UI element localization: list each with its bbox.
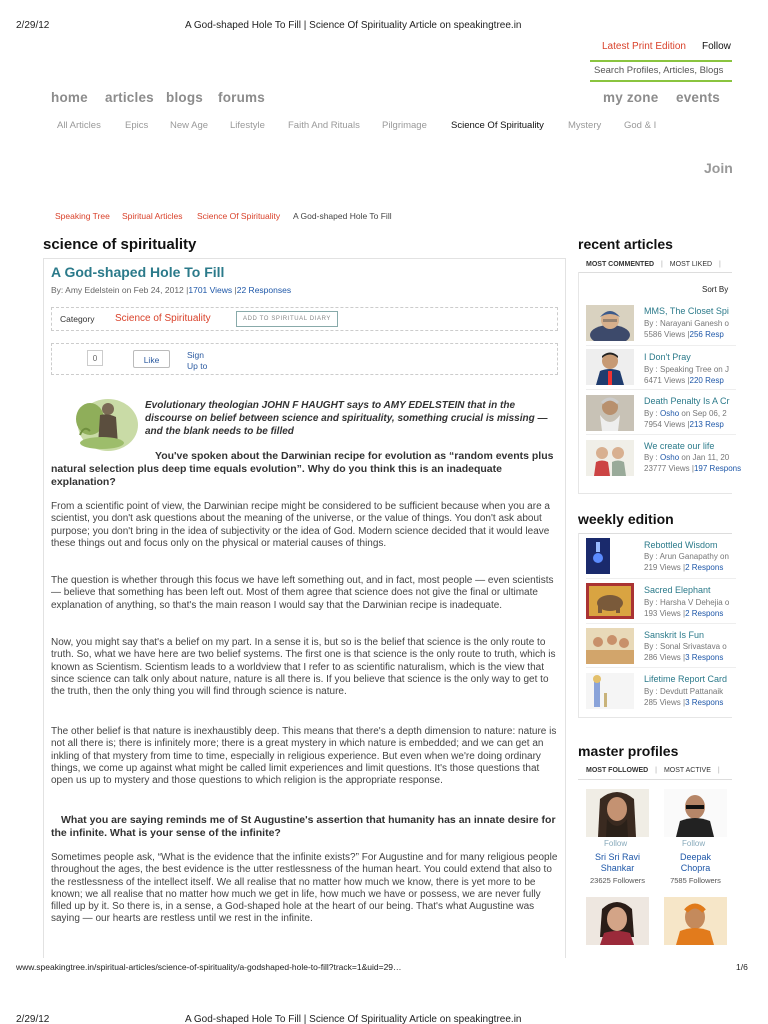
views-count: 285 Views | bbox=[644, 698, 686, 707]
divider bbox=[586, 667, 736, 668]
responses-link[interactable]: 256 Resp bbox=[689, 330, 724, 339]
recent-article-title[interactable]: MMS, The Closet Spi bbox=[644, 306, 729, 316]
join-button[interactable]: Join bbox=[704, 160, 733, 176]
breadcrumb-item[interactable]: Science Of Spirituality bbox=[197, 211, 281, 221]
article-meta bbox=[51, 285, 291, 295]
by-prefix: By : bbox=[644, 409, 661, 418]
print-date: 2/29/12 bbox=[16, 1014, 50, 1024]
followers-count: 7585 Followers bbox=[670, 876, 721, 885]
paragraph-4: The other belief is that nature is inexhaustibly deep. This means that there's a depth dimension to nature: nature is not all there is; there is infinitely more; there is a great mystery in which nature is embedded; and we can get an inkling of that mystery from time to time, especially in religious experience. But even when we're doing ordinary things, we come up against what might be called limit experiences and limit questions. It's those questions that open us up to mystery and those questions to which religion is the appropriate response. bbox=[51, 726, 557, 787]
profile-name-line: Chopra bbox=[680, 863, 711, 873]
subnav-pilgrimage[interactable]: Pilgrimage bbox=[382, 120, 427, 131]
paragraph-1: From a scientific point of view, the Darwinian recipe might be considered to be sufficient because when you are a scientist, you don't ask questions about the meaning of the universe, or the value of things. You don't ask about purpose; you don't bring in the idea of subjectivity or the idea of God. Modern science decided that it would leave these things out and focus only on the physical or material causes of things. bbox=[51, 501, 550, 549]
breadcrumb-current: A God-shaped Hole To Fill bbox=[293, 211, 392, 221]
paragraph-2: The question is whether through this focus we have left something out, and in fact, most people — even scientists — believe that something has been left out. Most of them agree that science does not give the final or ultimate explanation of anything, so that's the main reason I would say that the Darwinian recipe is inadequate. bbox=[51, 575, 554, 611]
footer-url: www.speakingtree.in/spiritual-articles/science-of-spirituality/a-godshaped-hole-to-fill?track=1&uid=29… bbox=[16, 962, 402, 972]
recent-article-stats bbox=[644, 463, 741, 474]
weekly-article-title[interactable]: Sacred Elephant bbox=[644, 585, 711, 595]
nav-forums[interactable]: forums bbox=[218, 90, 265, 105]
profile-name[interactable] bbox=[586, 852, 649, 874]
social-box bbox=[51, 343, 558, 375]
views-count: 193 Views | bbox=[644, 609, 686, 618]
responses-link[interactable]: 3 Respons bbox=[685, 698, 724, 707]
recent-article-title[interactable]: I Don't Pray bbox=[644, 352, 691, 362]
views-count: 6471 Views | bbox=[644, 376, 690, 385]
article-thumbnail[interactable] bbox=[586, 395, 634, 431]
profile-name-line: Sri Sri Ravi bbox=[594, 852, 640, 862]
profile-photo[interactable] bbox=[586, 789, 649, 837]
responses-link[interactable]: 2 Respons bbox=[685, 609, 724, 618]
views-count: 5586 Views | bbox=[644, 330, 690, 339]
recent-article-stats bbox=[644, 329, 724, 340]
recent-article-title[interactable]: Death Penalty Is A Cr bbox=[644, 396, 730, 406]
sort-by-label[interactable]: Sort By bbox=[702, 285, 729, 294]
views-count: 23777 Views | bbox=[644, 464, 694, 473]
profile-name-line: Deepak bbox=[679, 852, 712, 862]
meta-separator: | bbox=[232, 285, 237, 295]
tab-most-commented[interactable]: MOST COMMENTED bbox=[586, 261, 655, 268]
divider bbox=[586, 345, 736, 346]
responses-link[interactable]: 220 Resp bbox=[689, 376, 724, 385]
subnav-all-articles[interactable]: All Articles bbox=[57, 120, 101, 131]
subnav-god-and-i[interactable]: God & I bbox=[624, 120, 657, 131]
divider bbox=[578, 272, 579, 494]
responses-link[interactable]: 197 Respons bbox=[693, 464, 742, 473]
article-thumbnail[interactable] bbox=[586, 349, 634, 385]
weekly-thumbnail[interactable] bbox=[586, 673, 634, 709]
add-to-diary-button[interactable]: ADD TO SPIRITUAL DIARY bbox=[236, 311, 338, 327]
weekly-article-stats bbox=[644, 562, 723, 573]
recent-article-by bbox=[644, 452, 729, 463]
by-date: on Sep 06, 2 bbox=[679, 409, 727, 418]
sign-up-line2: Up to bbox=[187, 361, 208, 371]
paragraph-3: Now, you might say that's a belief on my part. In a sense it is, but so is the belief that science is the only route to truth. So, what we have here are two belief systems. The first one is that science is the only route to truth, which is known as Scientism. Scientism leads to a worldview that I refer to as scientific naturalism, which is the view that since science can talk only about nature, nature is all there is. If you believe that science is the only way to get to the truth, then the only thing you will find through science is nature. bbox=[51, 637, 556, 698]
nav-home[interactable]: home bbox=[51, 90, 88, 105]
nav-articles[interactable]: articles bbox=[105, 90, 154, 105]
master-profiles-title: master profiles bbox=[578, 743, 679, 759]
latest-print-edition-link[interactable]: Latest Print Edition bbox=[602, 41, 686, 52]
divider bbox=[586, 623, 736, 624]
follow-button[interactable]: Follow bbox=[682, 839, 706, 848]
weekly-article-title[interactable]: Lifetime Report Card bbox=[644, 674, 728, 684]
weekly-article-stats bbox=[644, 652, 723, 663]
subnav-science-of-spirituality[interactable]: Science Of Spirituality bbox=[451, 120, 544, 131]
tab-most-active[interactable]: MOST ACTIVE bbox=[663, 767, 711, 774]
breadcrumb-item[interactable]: Speaking Tree bbox=[55, 211, 110, 221]
weekly-article-stats bbox=[644, 608, 723, 619]
divider bbox=[586, 389, 736, 390]
divider bbox=[578, 533, 579, 718]
nav-events[interactable]: events bbox=[676, 90, 720, 105]
weekly-article-by: By : Devdutt Pattanaik bbox=[644, 687, 724, 696]
weekly-thumbnail[interactable] bbox=[586, 538, 634, 574]
weekly-article-by: By : Sonal Srivastava o bbox=[644, 642, 727, 651]
recent-article-stats bbox=[644, 419, 724, 430]
profile-name[interactable] bbox=[664, 852, 727, 874]
weekly-thumbnail[interactable] bbox=[586, 583, 634, 619]
master-tabs: MOST FOLLOWED | MOST ACTIVE | bbox=[586, 767, 720, 774]
article-intro: Evolutionary theologian JOHN F HAUGHT says to AMY EDELSTEIN that in the discourse on belief between science and spirituality, something crucial is missing — and the blank needs to be filled bbox=[145, 400, 548, 437]
profile-name-line: Shankar bbox=[600, 863, 635, 873]
sign-up-line1: Sign bbox=[187, 350, 205, 360]
divider bbox=[586, 434, 736, 435]
profile-photo[interactable] bbox=[586, 897, 649, 945]
weekly-edition-title: weekly edition bbox=[578, 511, 674, 527]
print-date: 2/29/12 bbox=[16, 20, 50, 31]
like-button[interactable]: Like bbox=[133, 350, 170, 368]
article-image bbox=[60, 395, 140, 455]
subnav-epics[interactable]: Epics bbox=[125, 120, 149, 131]
recent-articles-title: recent articles bbox=[578, 236, 673, 252]
recent-tabs: MOST COMMENTED | MOST LIKED | bbox=[586, 261, 721, 268]
subnav-mystery[interactable]: Mystery bbox=[568, 120, 602, 131]
divider bbox=[578, 717, 732, 718]
weekly-thumbnail[interactable] bbox=[586, 628, 634, 664]
article-title: A God-shaped Hole To Fill bbox=[51, 264, 225, 280]
weekly-article-title[interactable]: Sanskrit Is Fun bbox=[644, 630, 705, 640]
views-count: 7954 Views | bbox=[644, 420, 690, 429]
question-2: What you are saying reminds me of St Augustine's assertion that humanity has an innate desire for the infinite. What is your sense of the infinite? bbox=[51, 814, 556, 839]
like-count: 0 bbox=[87, 350, 103, 366]
print-title: A God-shaped Hole To Fill | Science Of Spirituality Article on speakingtree.in bbox=[185, 1014, 522, 1024]
divider bbox=[578, 493, 732, 494]
breadcrumb-item[interactable]: Spiritual Articles bbox=[122, 211, 183, 221]
subnav-lifestyle[interactable]: Lifestyle bbox=[230, 120, 265, 131]
responses-link[interactable]: 2 Respons bbox=[685, 563, 724, 572]
section-title: science of spirituality bbox=[43, 236, 197, 253]
recent-article-by bbox=[644, 408, 727, 419]
author-link[interactable]: Osho bbox=[660, 453, 680, 462]
weekly-article-title[interactable]: Rebottled Wisdom bbox=[644, 540, 718, 550]
recent-article-stats bbox=[644, 375, 724, 386]
responses-link[interactable]: 213 Resp bbox=[689, 420, 724, 429]
weekly-article-stats bbox=[644, 697, 723, 708]
responses-link[interactable]: 3 Respons bbox=[685, 653, 724, 662]
profile-photo[interactable] bbox=[664, 789, 727, 837]
by-date: on Jan 11, 20 bbox=[679, 453, 730, 462]
nav-blogs[interactable]: blogs bbox=[166, 90, 203, 105]
by-prefix: By : bbox=[644, 453, 661, 462]
followers-count: 23625 Followers bbox=[589, 876, 646, 885]
sign-up-link[interactable] bbox=[187, 350, 207, 372]
views-count: 286 Views | bbox=[644, 653, 686, 662]
follow-link[interactable]: Follow bbox=[702, 41, 731, 52]
author-link[interactable]: Osho bbox=[660, 409, 680, 418]
recent-article-by: By : Speaking Tree on J bbox=[644, 365, 729, 374]
article-byline: By: Amy Edelstein on Feb 24, 2012 | bbox=[51, 285, 189, 295]
divider bbox=[578, 272, 732, 273]
tab-most-liked[interactable]: MOST LIKED bbox=[669, 261, 713, 268]
nav-my-zone[interactable]: my zone bbox=[603, 90, 659, 105]
article-thumbnail[interactable] bbox=[586, 305, 634, 341]
print-title: A God-shaped Hole To Fill | Science Of Spirituality Article on speakingtree.in bbox=[185, 20, 522, 31]
divider bbox=[578, 779, 732, 780]
search-input[interactable]: Search Profiles, Articles, Blogs bbox=[590, 62, 732, 82]
category-label: Category bbox=[60, 314, 95, 324]
category-link[interactable]: Science of Spirituality bbox=[115, 313, 211, 324]
question-1: You've spoken about the Darwinian recipe for evolution as “random events plus natural selection plus deep time equals evolution”. Why do you think this is an inadequate explanation? bbox=[51, 450, 554, 488]
article-thumbnail[interactable] bbox=[586, 440, 634, 476]
weekly-article-by: By : Harsha V Dehejia o bbox=[644, 598, 730, 607]
divider bbox=[578, 533, 732, 534]
responses-link[interactable]: 22 Responses bbox=[236, 285, 292, 295]
tab-most-followed[interactable]: MOST FOLLOWED bbox=[586, 767, 649, 774]
recent-article-by: By : Narayani Ganesh o bbox=[644, 319, 729, 328]
views-count: 219 Views | bbox=[644, 563, 686, 572]
profile-photo[interactable] bbox=[664, 897, 727, 945]
subnav-faith[interactable]: Faith And Rituals bbox=[288, 120, 360, 131]
recent-article-title[interactable]: We create our life bbox=[644, 441, 715, 451]
subnav-new-age[interactable]: New Age bbox=[170, 120, 209, 131]
follow-button[interactable]: Follow bbox=[604, 839, 628, 848]
paragraph-5: Sometimes people ask, “What is the evidence that the infinite exists?” For Augustine and for many religious people throughout the ages, the best evidence is the utter restlessness of the human heart. You could extend that also to the restlessness of the intellect itself. We all realise that no matter how much we know, there is yet more to be known; we all realise that no matter how much we get in life, how much we have or possess, we are never fully filled up by it. So there is, in a sense, a God-shaped hole at the heart of our being. That's what Augustine was saying — our hearts are restless until we rest in the infinite. bbox=[51, 852, 558, 925]
weekly-article-by: By : Arun Ganapathy on bbox=[644, 552, 729, 561]
page-number: 1/6 bbox=[736, 962, 748, 972]
divider bbox=[586, 578, 736, 579]
views-link[interactable]: 1701 Views bbox=[188, 285, 233, 295]
